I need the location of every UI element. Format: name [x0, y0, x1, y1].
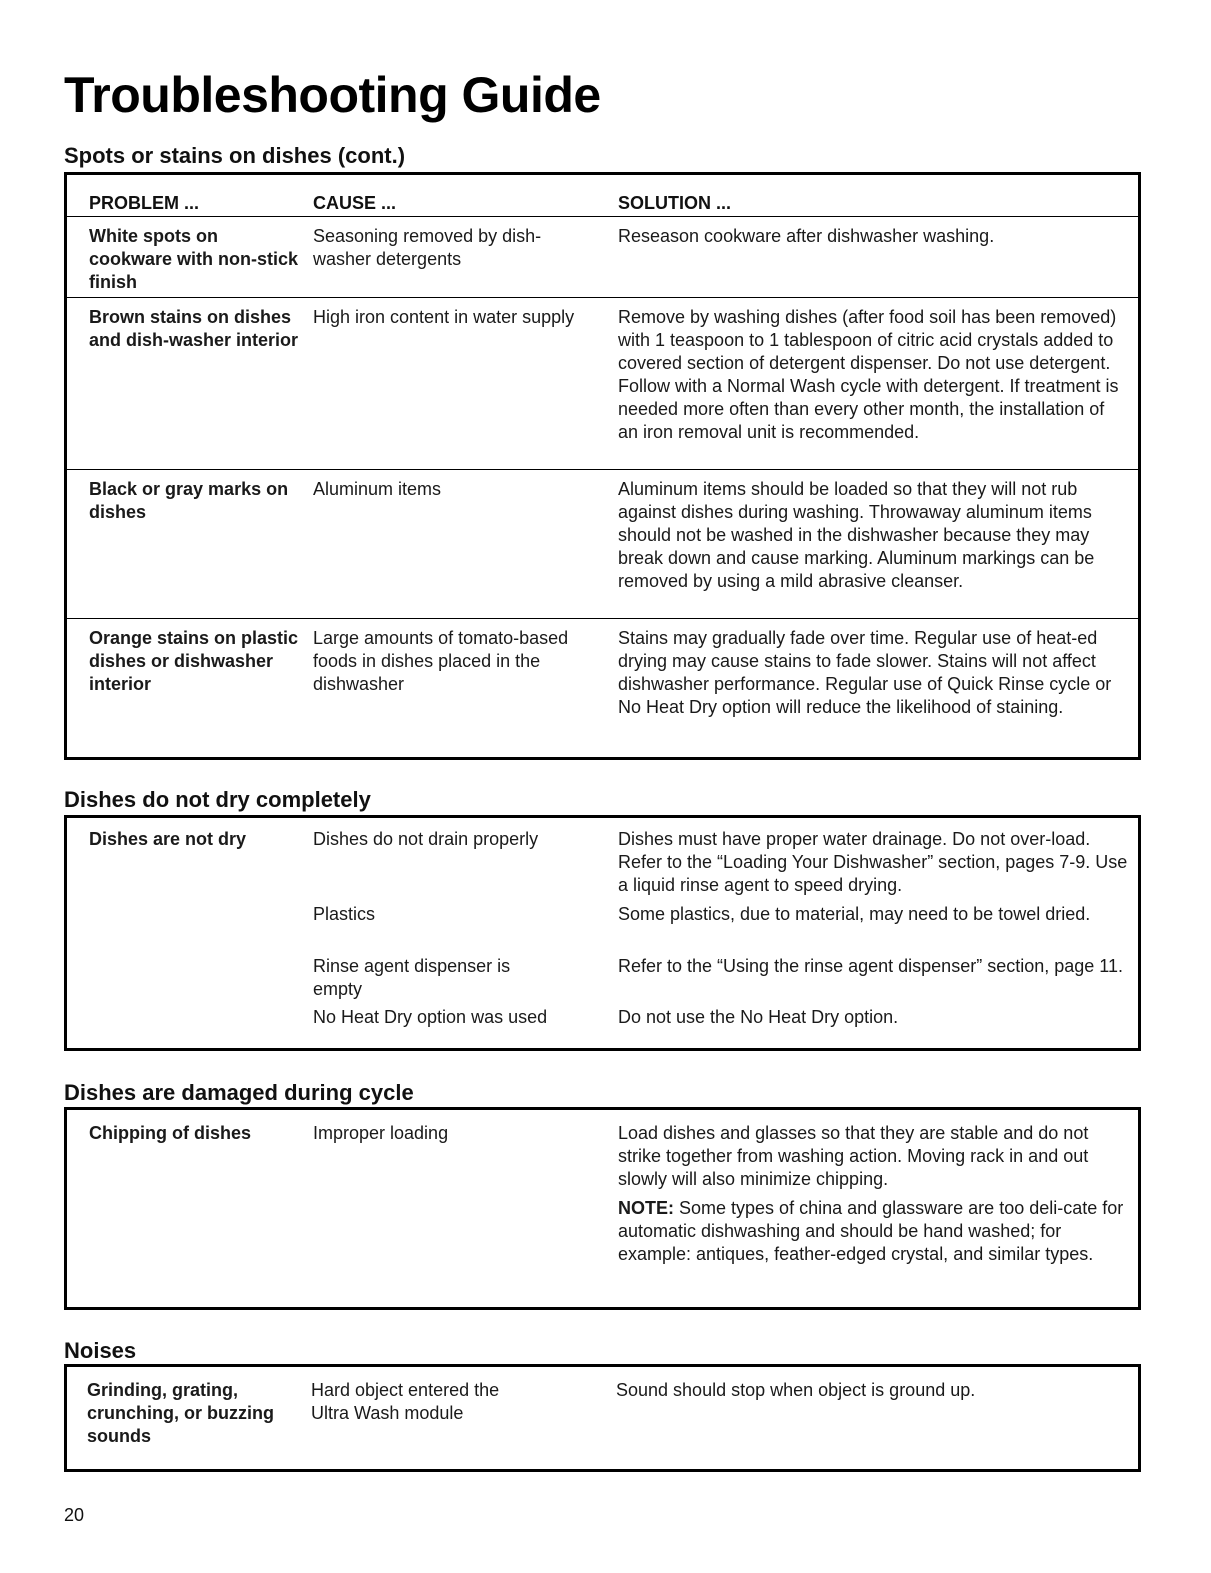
problem-cell: Black or gray marks on dishes — [89, 479, 289, 522]
problem-cell: Orange stains on plastic dishes or dishwasher interior — [89, 628, 299, 694]
solution-cell — [618, 1122, 1128, 1266]
spots-table — [64, 172, 1141, 760]
row-divider — [67, 469, 1138, 470]
cause-cell: Large amounts of tomato-based foods in dishes placed in the dishwasher — [313, 628, 569, 694]
problem-cell: Grinding, grating, crunching, or buzzing sounds — [87, 1380, 274, 1446]
problem-cell: Dishes are not dry — [89, 829, 247, 849]
solution-text: Load dishes and glasses so that they are stable and do not strike together from washing action. Moving rack in and out slowly will also minimize chipping. — [618, 1123, 1089, 1189]
page-title: Troubleshooting Guide — [64, 67, 601, 123]
damaged-table — [64, 1107, 1141, 1310]
problem-cell: Brown stains on dishes and dish-washer interior — [89, 307, 299, 350]
column-header-solution: SOLUTION ... — [618, 193, 732, 213]
section-heading-dry: Dishes do not dry completely — [64, 787, 371, 812]
problem-cell: White spots on cookware with non-stick finish — [89, 226, 299, 292]
cause-cell: Hard object entered the Ultra Wash module — [311, 1380, 500, 1423]
noises-table — [64, 1364, 1141, 1472]
solution-cell: Refer to the “Using the rinse agent dispenser” section, page 11. — [618, 956, 1123, 976]
column-header-problem: PROBLEM ... — [89, 193, 200, 213]
solution-cell: Do not use the No Heat Dry option. — [618, 1007, 899, 1027]
solution-cell: Stains may gradually fade over time. Regular use of heat-ed drying may cause stains to fade slower. Stains will not affect dishwasher performance. Regular use of Quick Rinse cycle or No Heat Dry option will reduce the likelihood of staining. — [618, 628, 1112, 717]
section-heading-noises: Noises — [64, 1338, 137, 1363]
note-label: NOTE: — [618, 1198, 674, 1218]
cause-cell: High iron content in water supply — [313, 307, 575, 327]
cause-cell: Dishes do not drain properly — [313, 829, 539, 849]
problem-cell: Chipping of dishes — [89, 1123, 251, 1143]
cause-cell: Improper loading — [313, 1123, 449, 1143]
note-paragraph — [618, 1197, 1128, 1266]
cause-cell: Rinse agent dispenser is empty — [313, 956, 511, 999]
row-divider — [67, 618, 1138, 619]
solution-cell: Aluminum items should be loaded so that they will not rub against dishes during washing. Throwaway aluminum items should not be washed in the dishwasher because they may break down and cause marking. Aluminum markings can be removed by using a mild abrasive cleanser. — [618, 479, 1095, 591]
solution-cell: Dishes must have proper water drainage. Do not over-load. Refer to the “Loading Your Dishwasher” section, pages 7-9. Use a liquid rinse agent to speed drying. — [618, 829, 1128, 895]
note-text: Some types of china and glassware are too deli-cate for automatic dishwashing and should be hand washed; for example: antiques, feather-edged crystal, and similar types. — [618, 1198, 1124, 1264]
section-heading-spots: Spots or stains on dishes (cont.) — [64, 143, 406, 168]
column-header-cause: CAUSE ... — [313, 193, 397, 213]
solution-cell: Reseason cookware after dishwasher washing. — [618, 226, 995, 246]
header-divider — [67, 216, 1138, 217]
section-heading-damaged: Dishes are damaged during cycle — [64, 1080, 414, 1105]
solution-cell: Some plastics, due to material, may need to be towel dried. — [618, 904, 1091, 924]
solution-cell: Remove by washing dishes (after food soil has been removed) with 1 teaspoon to 1 tablespoon of citric acid crystals added to covered section of detergent dispenser. Do not use detergent. Follow with a Normal Wash cycle with detergent. If treatment is needed more often than every other month, the installation of an iron removal unit is recommended. — [618, 307, 1119, 442]
cause-cell: Plastics — [313, 904, 376, 924]
cause-cell: No Heat Dry option was used — [313, 1007, 548, 1027]
cause-cell: Seasoning removed by dish-washer detergents — [313, 226, 542, 269]
dry-table — [64, 815, 1141, 1051]
cause-cell: Aluminum items — [313, 479, 442, 499]
row-divider — [67, 297, 1138, 298]
solution-cell: Sound should stop when object is ground up. — [616, 1380, 976, 1400]
page-number: 20 — [64, 1505, 85, 1525]
